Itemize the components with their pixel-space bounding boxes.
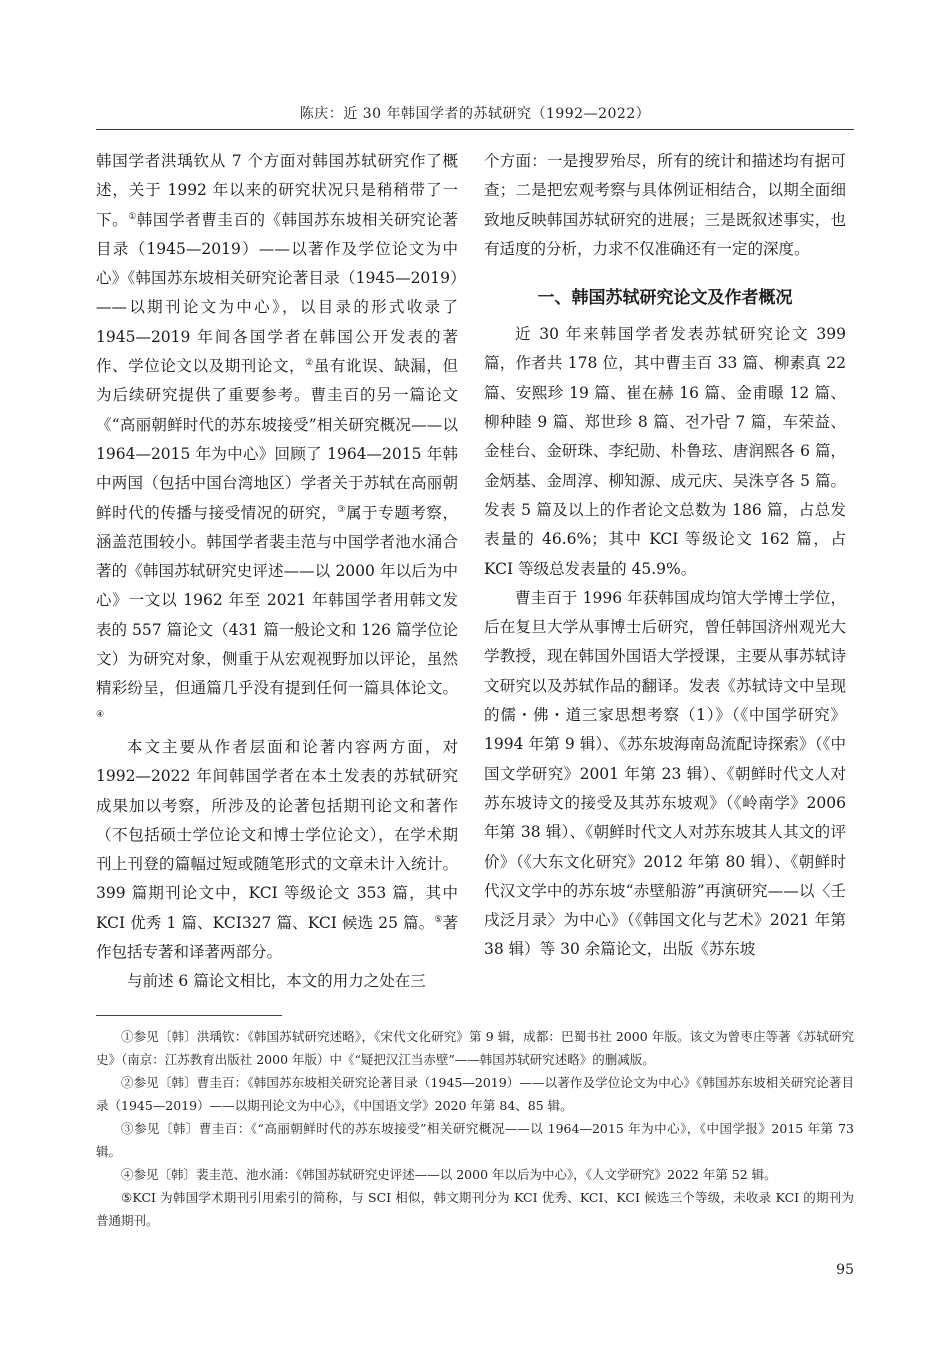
- body-text: 著作包括专著和译著两部分。: [96, 913, 458, 962]
- body-text: 虽有讹误、缺漏，但为后续研究提供了重要参考。曹圭百的另一篇论文《“高丽朝鲜时代的苏东坡接受”相关研究概况——以 1964—2015 年为中心》回顾了 1964—2015 年韩中两国（包括中国台湾地区）学者关于苏轼在高丽朝鲜时代的传播与接受情况的研究，: [96, 357, 458, 522]
- paragraph: 个方面：一是搜罗殆尽，所有的统计和描述均有据可查；二是把宏观考察与具体例证相结合，以期全面细致地反映韩国苏轼研究的进展；三是既叙述事实，也有适度的分析，力求不仅准确还有一定的深度。: [484, 152, 846, 258]
- body-text: 本文主要从作者层面和论著内容两方面，对 1992—2022 年间韩国学者在本土发表的苏轼研究成果加以考察，所涉及的论著包括期刊论文和著作（不包括硕士学位论文和博士学位论文），在学术期刊上刊登的篇幅过短或随笔形式的文章未计入统计。399 篇期刊论文中，KCI 等级论文 353 篇，其中 KCI 优秀 1 篇、KCI327 篇、KCI 候选 25 篇。: [96, 737, 458, 932]
- header-rule: [96, 129, 854, 130]
- footnote-ref[interactable]: ①: [128, 211, 137, 222]
- footnote: ⑤KCI 为韩国学术期刊引用索引的简称，与 SCI 相似，韩文期刊分为 KCI 优秀、KCI、KCI 候选三个等级，未收录 KCI 的期刊为普通期刊。: [96, 1190, 854, 1228]
- right-column: [484, 147, 846, 965]
- paragraph: [96, 733, 458, 967]
- paragraph: [96, 147, 458, 733]
- body-text: 属于专题考察，涵盖范围较小。韩国学者裴圭范与中国学者池水涌合著的《韩国苏轼研究史评述——以 2000 年以后为中心》一文以 1962 年至 2021 年韩国学者用韩文发表的 557 篇论文（431 篇一般论文和 126 篇学位论文）为研究对象，侧重于从宏观视野加以评论，虽然精彩纷呈，但通篇几乎没有提到任何一篇具体论文。: [96, 503, 458, 698]
- paragraph: 与前述 6 篇论文相比，本文的用力之处在三: [127, 972, 426, 991]
- running-title: 陈庆：近 30 年韩国学者的苏轼研究（1992—2022）: [299, 106, 651, 122]
- page-number: 95: [836, 1262, 854, 1278]
- footnote-ref[interactable]: ②: [305, 357, 314, 368]
- footnote-ref[interactable]: ④: [96, 709, 105, 720]
- paragraph: 近 30 年来韩国学者发表苏轼研究论文 399 篇，作者共 178 位，其中曹圭百 33 篇、柳素真 22 篇、安熙珍 19 篇、崔在赫 16 篇、金甫暻 12 篇、柳种睦 9 篇、郑世珍 8 篇、전가람 7 篇，车荣益、金桂台、金研珠、李纪勋、朴鲁玹、唐润熙各 6 篇，金炳基、金周淳、柳知源、成元庆、吴洙亨各 5 篇。发表 5 篇及以上的作者论文总数为 186 篇，占总发表量的 46.6%；其中 KCI 等级论文 162 篇，占 KCI 等级总发表量的 45.9%。: [484, 325, 846, 578]
- paragraph: 曹圭百于 1996 年获韩国成均馆大学博士学位，后在复旦大学从事博士后研究，曾任韩国济州观光大学教授，现在韩国外国语大学授课，主要从事苏轼诗文研究以及苏轼作品的翻译。发表《苏轼诗文中呈现的儒・佛・道三家思想考察（1）》（《中国学研究》1994 年第 9 辑）、《苏东坡海南岛流配诗探索》（《中国文学研究》2001 年第 23 辑）、《朝鲜时代文人对苏东坡诗文的接受及其苏东坡观》（《岭南学》2006 年第 38 辑）、《朝鲜时代文人对苏东坡其人其文的评价》（《大东文化研究》2012 年第 80 辑）、《朝鲜时代汉文学中的苏东坡“赤壁船游”再演研究——以〈壬戌泛月录〉为中心》（《韩国文化与艺术》2021 年第 38 辑）等 30 余篇论文，出版《苏东坡: [484, 588, 846, 959]
- footnote-ref[interactable]: ⑤: [434, 914, 443, 925]
- footnotes: [96, 1025, 854, 1232]
- body-text: 韩国学者曹圭百的《韩国苏东坡相关研究论著目录（1945—2019）——以著作及学位论文为中心》《韩国苏东坡相关研究论著目录（1945—2019）——以期刊论文为中心》，以目录的形式收录了 1945—2019 年间各国学者在韩国公开发表的著作、学位论文以及期刊论文，: [96, 210, 458, 376]
- body-text: 韩国学者洪瑀钦从 7 个方面对韩国苏轼研究作了概述，关于 1992 年以来的研究状况只是稍稍带了一下。: [96, 152, 458, 229]
- footnote-ref[interactable]: ③: [337, 504, 346, 515]
- footnote: ③参见〔韩〕曹圭百：《“高丽朝鲜时代的苏东坡接受”相关研究概况——以 1964—2015 年为中心》，《中国学报》2015 年第 73 辑。: [96, 1121, 854, 1159]
- left-column: [96, 147, 458, 997]
- footnote-rule: [96, 1015, 282, 1016]
- footnote: ④参见〔韩〕裴圭范、池水涌：《韩国苏轼研究史评述——以 2000 年以后为中心》，《人文学研究》2022 年第 52 辑。: [121, 1167, 777, 1182]
- section-heading: 一、韩国苏轼研究论文及作者概况: [537, 288, 793, 309]
- footnote: ②参见〔韩〕曹圭百：《韩国苏东坡相关研究论著目录（1945—2019）——以著作及学位论文为中心》《韩国苏东坡相关研究论著目录（1945—2019）——以期刊论文为中心》，《中国语文学》2020 年第 84、85 辑。: [96, 1075, 854, 1113]
- footnote: ①参见〔韩〕洪瑀钦：《韩国苏轼研究述略》，《宋代文化研究》第 9 辑，成都：巴蜀书社 2000 年版。该文为曾枣庄等著《苏轼研究史》（南京：江苏教育出版社 2000 年版）中《“疑把汉江当赤壁”——韩国苏轼研究述略》的删减版。: [96, 1029, 854, 1067]
